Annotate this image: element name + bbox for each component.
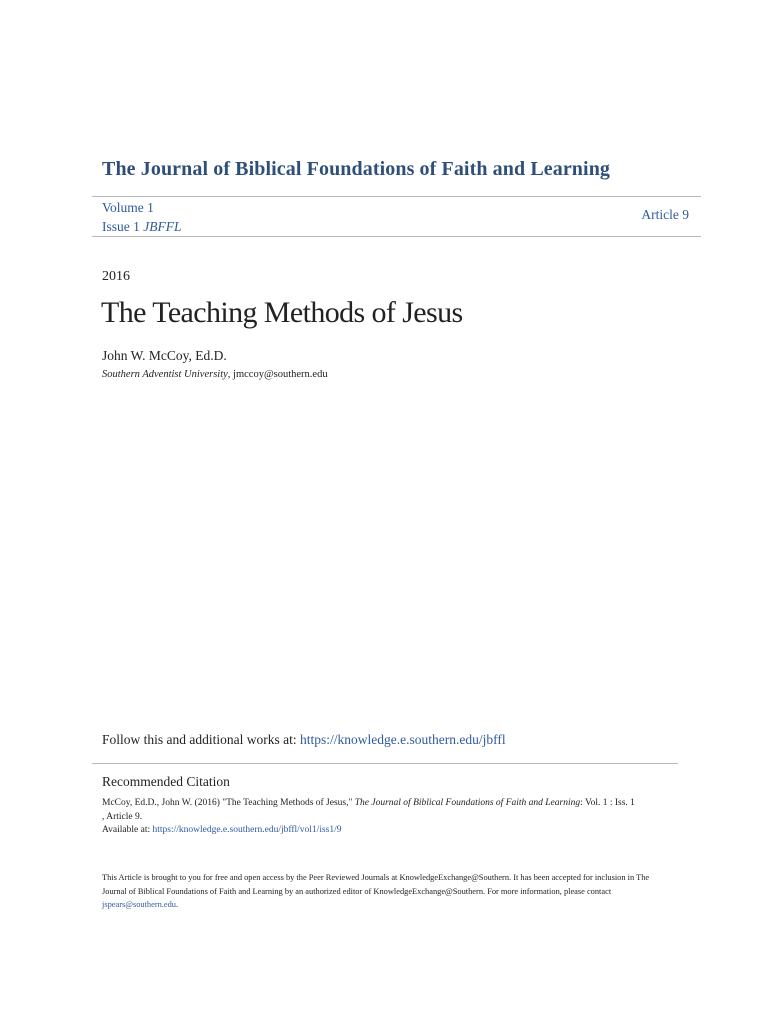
author-affiliation: [102, 369, 328, 380]
issue-link[interactable]: [102, 217, 182, 236]
volume-issue-block: [102, 198, 182, 236]
follow-link[interactable]: https://knowledge.e.southern.edu/jbffl: [300, 732, 506, 747]
article-title: The Teaching Methods of Jesus: [101, 296, 463, 329]
citation-heading: Recommended Citation: [102, 774, 230, 789]
volume-link[interactable]: Volume 1: [102, 200, 154, 215]
follow-text: Follow this and additional works at:: [102, 732, 300, 747]
author-name: John W. McCoy, Ed.D.: [102, 348, 227, 363]
available-link[interactable]: https://knowledge.e.southern.edu/jbffl/vol1/iss1/9: [152, 825, 342, 835]
follow-line: [102, 732, 506, 748]
notice-end: .: [176, 900, 179, 909]
issue-label: Issue 1: [102, 219, 140, 234]
header-rule-top: [92, 196, 701, 197]
citation-line-2: , Article 9.: [102, 811, 143, 822]
citation-available: [102, 824, 667, 838]
access-notice: [102, 871, 662, 912]
header-rule-bottom: [92, 236, 701, 237]
journal-title[interactable]: The Journal of Biblical Foundations of Faith and Learning: [102, 158, 611, 180]
contact-email-link[interactable]: jspears@southern.edu: [102, 900, 176, 909]
affiliation-name: Southern Adventist University: [102, 369, 228, 380]
author-email: jmccoy@southern.edu: [233, 369, 328, 380]
available-label: Available at:: [102, 825, 153, 835]
citation-text: McCoy, Ed.D., John W. (2016) "The Teaching Methods of Jesus,": [102, 798, 355, 808]
citation-block: [102, 797, 667, 838]
notice-text: This Article is brought to you for free and open access by the Peer Reviewed Journals at KnowledgeExchange@Southern. It has been accepted for inclusion in The Journal of Biblical Foundations of Faith and Learning by an authorized editor of KnowledgeExchange@Southern. For more information, please contact: [102, 873, 650, 896]
article-number-link[interactable]: Article 9: [641, 207, 689, 222]
citation-volume: : Vol. 1 : Iss. 1: [580, 798, 635, 808]
affiliation-separator: ,: [227, 369, 234, 380]
issue-abbrev: JBFFL: [143, 219, 182, 234]
citation-journal: The Journal of Biblical Foundations of Faith and Learning: [354, 798, 581, 808]
publication-year: 2016: [102, 269, 130, 284]
citation-rule: [92, 763, 678, 764]
citation-line-1: [102, 797, 667, 811]
